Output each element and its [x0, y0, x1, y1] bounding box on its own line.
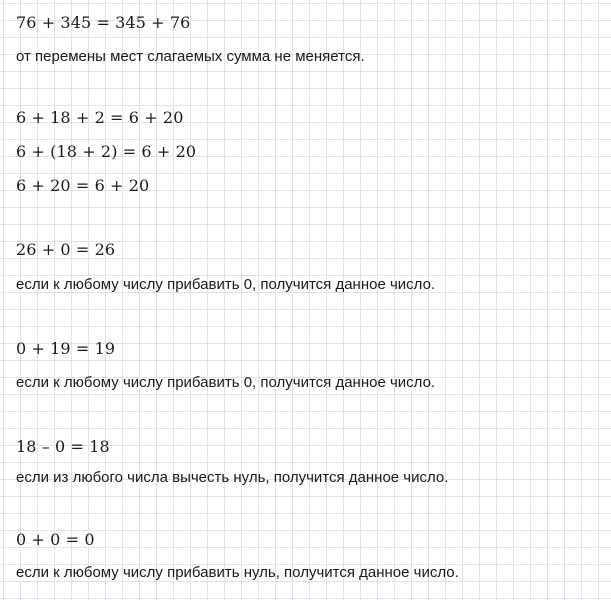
- rule-subtract-zero: если из любого числа вычесть нуль, получится данное число.: [16, 469, 449, 486]
- rule-add-zero-3: если к любому числу прибавить нуль, получится данное число.: [16, 564, 459, 581]
- rule-commutative: от перемены мест слагаемых сумма не меняется.: [16, 48, 365, 65]
- rule-add-zero-2: если к любому числу прибавить 0, получится данное число.: [16, 374, 436, 391]
- equation-5: 18 – 0 = 18: [16, 437, 110, 456]
- equation-2b: 6 + (18 + 2) = 6 + 20: [16, 142, 197, 161]
- equation-2c: 6 + 20 = 6 + 20: [16, 176, 150, 195]
- equation-2a: 6 + 18 + 2 = 6 + 20: [16, 108, 184, 127]
- equation-1: 76 + 345 = 345 + 76: [16, 13, 191, 32]
- equation-6: 0 + 0 = 0: [16, 530, 95, 549]
- rule-add-zero-1: если к любому числу прибавить 0, получится данное число.: [16, 276, 436, 293]
- equation-4: 0 + 19 = 19: [16, 339, 116, 358]
- equation-3: 26 + 0 = 26: [16, 240, 116, 259]
